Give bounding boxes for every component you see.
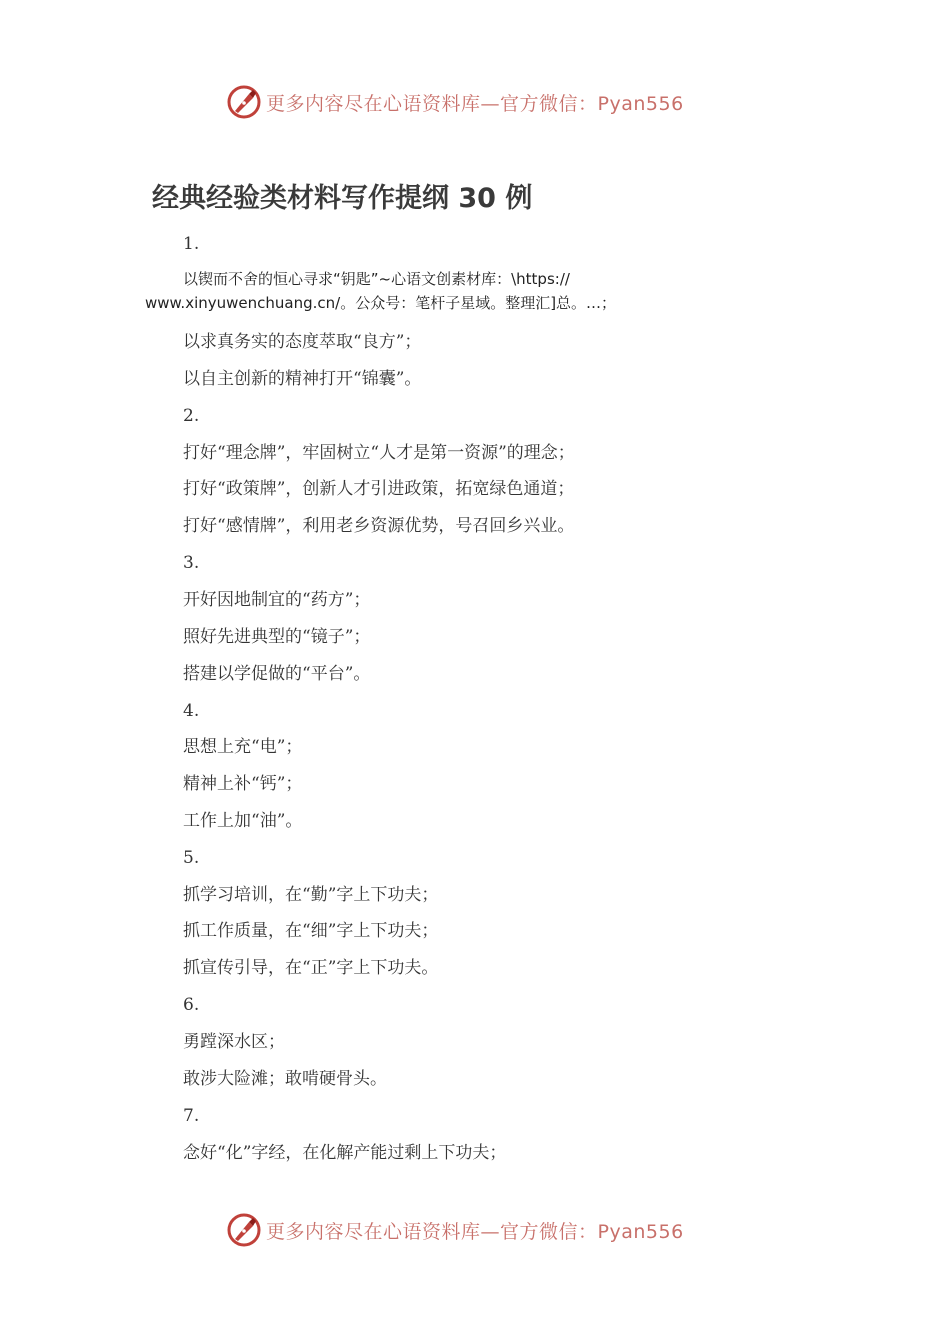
list-item: 抓学习培训，在“勤”字上下功夫；: [183, 885, 439, 905]
document-title: 经典经验类材料写作提纲 30 例: [152, 183, 533, 214]
list-item: 敢涉大险滩；敢啃硬骨头。: [183, 1069, 387, 1089]
list-item: 念好“化”字经，在化解产能过剩上下功夫；: [183, 1143, 507, 1163]
footer-wechat-id: Pyan556: [597, 1221, 684, 1243]
pen-nib-logo-icon: [226, 84, 262, 120]
header-banner-label: 更多内容尽在心语资料库—官方微信：: [266, 93, 598, 115]
list-item: 抓宣传引导，在“正”字上下功夫。: [183, 958, 439, 978]
header-banner-text: [266, 89, 684, 116]
list-item: 以自主创新的精神打开“锦囊”。: [183, 369, 422, 389]
list-item: 搭建以学促做的“平台”。: [183, 664, 371, 684]
item-number: 6.: [183, 995, 200, 1015]
header-banner: [0, 80, 950, 124]
list-item: 精神上补“钙”；: [183, 774, 303, 794]
list-item: 抓工作质量，在“细”字上下功夫；: [183, 921, 439, 941]
header-wechat-id: Pyan556: [597, 93, 684, 115]
item-number: 7.: [183, 1106, 200, 1126]
list-item: 以求真务实的态度萃取“良方”；: [183, 332, 422, 352]
list-item: 勇蹚深水区；: [183, 1032, 285, 1052]
list-item: 打好“理念牌”，牢固树立“人才是第一资源”的理念；: [183, 443, 575, 463]
list-item: 打好“政策牌”，创新人才引进政策，拓宽绿色通道；: [183, 479, 575, 499]
list-item: 以锲而不舍的恒心寻求“钥匙”~心语文创素材库：\https://: [183, 270, 570, 288]
pen-nib-logo-icon: [226, 1212, 262, 1248]
list-item: 开好因地制宜的“药方”；: [183, 590, 371, 610]
footer-banner-label: 更多内容尽在心语资料库—官方微信：: [266, 1221, 598, 1243]
item-number: 1.: [183, 234, 200, 254]
item-number: 4.: [183, 701, 200, 721]
item-number: 3.: [183, 553, 200, 573]
item-number: 5.: [183, 848, 200, 868]
footer-banner-text: [266, 1217, 684, 1244]
footer-banner: [0, 1208, 950, 1252]
item-number: 2.: [183, 406, 200, 426]
list-item: 打好“感情牌”，利用老乡资源优势，号召回乡兴业。: [183, 516, 575, 536]
list-item: www.xinyuwenchuang.cn/。公众号：笔杆子星域。整理汇]总。…；: [145, 294, 617, 312]
list-item: 照好先进典型的“镜子”；: [183, 627, 371, 647]
list-item: 思想上充“电”；: [183, 737, 303, 757]
list-item: 工作上加“油”。: [183, 811, 303, 831]
